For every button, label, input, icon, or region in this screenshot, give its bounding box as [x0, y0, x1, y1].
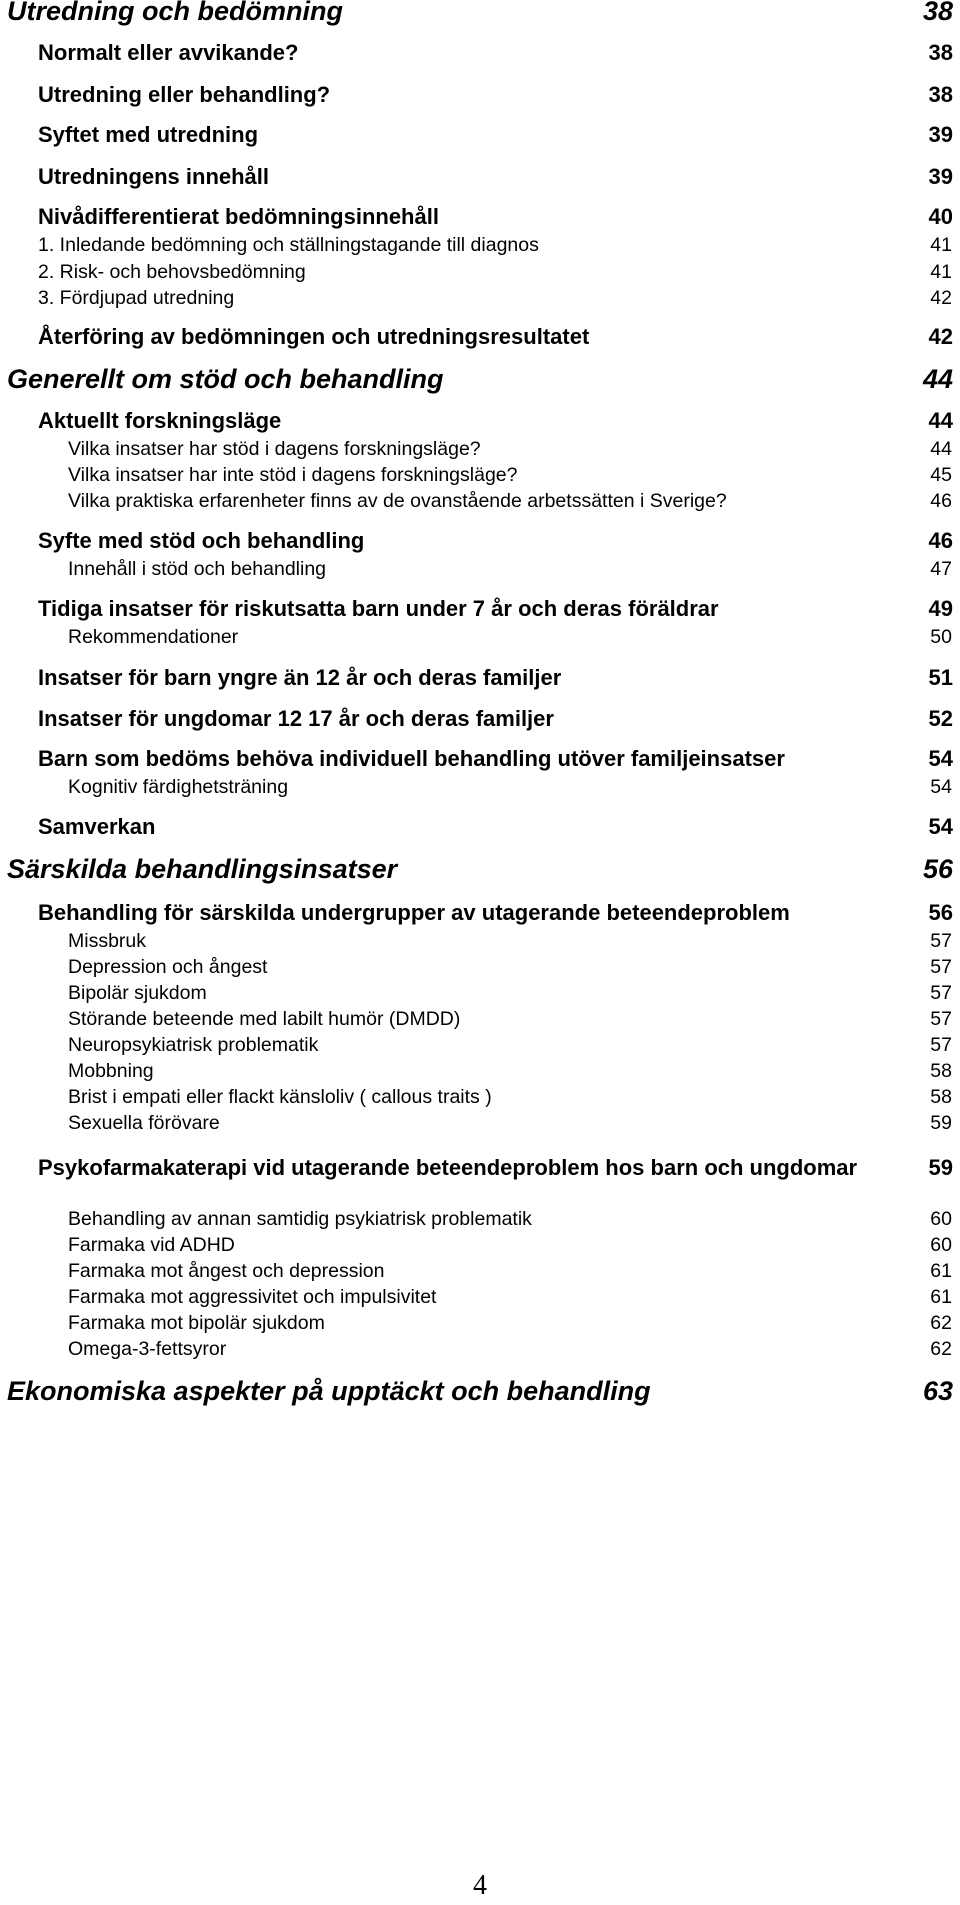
toc-entry-level2 [38, 40, 953, 66]
toc-entry-page: 60 [930, 1208, 952, 1230]
toc-entry-page: 56 [922, 854, 953, 884]
toc-entry-page: 42 [928, 324, 953, 349]
toc-entry-page: 62 [930, 1312, 952, 1334]
toc-entry-level3 [68, 1060, 952, 1083]
toc-entry-page: 57 [930, 956, 952, 978]
toc-entry-title: Aktuellt forskningsläge [38, 408, 282, 433]
toc-entry-page: 52 [928, 706, 953, 731]
toc-entry-level1 [7, 0, 953, 27]
toc-entry-level1 [7, 854, 953, 885]
toc-entry-page: 38 [922, 0, 953, 26]
toc-entry-title: Missbruk [68, 930, 147, 952]
toc-entry-page: 57 [930, 1008, 952, 1030]
toc-entry-title: Utredning och bedömning [7, 0, 343, 26]
toc-entry-level3 [68, 626, 952, 649]
toc-entry-title: Insatser för ungdomar 12 17 år och deras familjer [38, 706, 554, 731]
toc-entry-level2 [38, 900, 953, 926]
toc-entry-page: 54 [928, 814, 953, 839]
toc-entry-page: 54 [930, 776, 952, 798]
toc-entry-level2 [38, 408, 953, 434]
toc-entry-level3 [68, 956, 952, 979]
toc-entry-title: Mobbning [68, 1060, 154, 1082]
toc-entry-title: Farmaka mot bipolär sjukdom [68, 1312, 325, 1334]
toc-entry-level3 [68, 1112, 952, 1135]
toc-entry-title: Utredning eller behandling? [38, 82, 331, 107]
toc-entry-page: 50 [930, 626, 952, 648]
toc-entry-level3 [68, 1086, 952, 1109]
toc-entry-level2 [38, 596, 953, 622]
toc-entry-title: Innehåll i stöd och behandling [68, 558, 327, 580]
toc-entry-title: Vilka praktiska erfarenheter finns av de ovanstående arbetssätten i Sverige? [68, 490, 727, 512]
toc-entry-level1 [7, 1376, 953, 1407]
toc-entry-level3 [68, 464, 952, 487]
toc-entry-page: 59 [928, 1155, 953, 1180]
toc-entry-page: 60 [930, 1234, 952, 1256]
toc-entry-page: 57 [930, 982, 952, 1004]
toc-entry-page: 38 [928, 82, 953, 107]
toc-entry-page: 59 [930, 1112, 952, 1134]
toc-entry-title: Omega-3-fettsyror [68, 1338, 227, 1360]
toc-entry-level3 [68, 930, 952, 953]
toc-entry-level3 [68, 776, 952, 799]
toc-entry-level3 [68, 1008, 952, 1031]
toc-entry-page: 46 [928, 528, 953, 553]
toc-entry-page: 62 [930, 1338, 952, 1360]
toc-entry-title: Ekonomiska aspekter på upptäckt och behandling [7, 1376, 651, 1406]
toc-entry-level2 [38, 528, 953, 554]
toc-entry-title: Normalt eller avvikande? [38, 40, 299, 65]
toc-entry-page: 63 [922, 1376, 953, 1406]
toc-entry-title: Behandling av annan samtidig psykiatrisk problematik [68, 1208, 532, 1230]
toc-entry-level3 [68, 1286, 952, 1309]
toc-entry-level2 [38, 122, 953, 148]
toc-entry-title: Återföring av bedömningen och utredningsresultatet [38, 324, 590, 349]
toc-entry-page: 54 [928, 746, 953, 771]
toc-entry-title: Vilka insatser har inte stöd i dagens forskningsläge? [68, 464, 518, 486]
toc-entry-level3 [68, 558, 952, 581]
toc-entry-title: Barn som bedöms behöva individuell behandling utöver familjeinsatser [38, 746, 785, 771]
toc-entry-page: 61 [930, 1260, 952, 1282]
toc-entry-title: Bipolär sjukdom [68, 982, 207, 1004]
toc-entry-page: 56 [928, 900, 953, 925]
toc-entry-level2 [38, 164, 953, 190]
toc-entry-level3 [68, 1338, 952, 1361]
toc-entry-level2 [38, 746, 953, 772]
toc-entry-level2 [38, 706, 953, 732]
toc-entry-title: Insatser för barn yngre än 12 år och deras familjer [38, 665, 562, 690]
toc-entry-title: Syfte med stöd och behandling [38, 528, 365, 553]
toc-entry-level3 [68, 438, 952, 461]
toc-entry-page: 45 [930, 464, 952, 486]
toc-entry-level2 [38, 665, 953, 691]
toc-entry-level3 [68, 1234, 952, 1257]
toc-entry-level3 [68, 1208, 952, 1231]
toc-entry-page: 58 [930, 1060, 952, 1082]
toc-entry-level2 [38, 1150, 953, 1186]
toc-entry-page: 49 [928, 596, 953, 621]
toc-entry-level3 [68, 1312, 952, 1335]
toc-entry-level3 [68, 490, 952, 513]
toc-entry-title: Farmaka vid ADHD [68, 1234, 235, 1256]
toc-entry-title: Störande beteende med labilt humör (DMDD) [68, 1008, 461, 1030]
toc-entry-title: Depression och ångest [68, 956, 268, 978]
toc-entry-title: Samverkan [38, 814, 156, 839]
toc-entry-title: 3. Fördjupad utredning [38, 287, 235, 309]
toc-entry-title: Sexuella förövare [68, 1112, 220, 1134]
toc-entry-level3 [68, 982, 952, 1005]
toc-entry-title: Generellt om stöd och behandling [7, 364, 444, 394]
toc-entry-title: Nivådifferentierat bedömningsinnehåll [38, 204, 439, 229]
toc-entry-title: Kognitiv färdighetsträning [68, 776, 289, 798]
toc-entry-page: 44 [930, 438, 952, 460]
toc-entry-page: 40 [928, 204, 953, 229]
toc-entry-level3 [38, 287, 952, 310]
toc-entry-level2 [38, 82, 953, 108]
toc-entry-page: 57 [930, 1034, 952, 1056]
toc-entry-level3 [38, 234, 952, 257]
toc-entry-title: 1. Inledande bedömning och ställningstagande till diagnos [38, 234, 539, 256]
toc-entry-page: 51 [928, 665, 953, 690]
toc-entry-title: Farmaka mot aggressivitet och impulsivitet [68, 1286, 437, 1308]
toc-entry-title: Farmaka mot ångest och depression [68, 1260, 385, 1282]
toc-entry-page: 39 [928, 122, 953, 147]
toc-entry-title: Syftet med utredning [38, 122, 259, 147]
toc-entry-title: 2. Risk- och behovsbedömning [38, 261, 306, 283]
toc-entry-page: 38 [928, 40, 953, 65]
toc-entry-level3 [68, 1034, 952, 1057]
toc-entry-page: 44 [922, 364, 953, 394]
toc-entry-page: 39 [928, 164, 953, 189]
toc-entry-title: Neuropsykiatrisk problematik [68, 1034, 319, 1056]
toc-entry-page: 41 [930, 261, 952, 283]
toc-entry-level2 [38, 204, 953, 230]
toc-entry-title: Vilka insatser har stöd i dagens forskningsläge? [68, 438, 481, 460]
toc-entry-title: Rekommendationer [68, 626, 239, 648]
toc-entry-page: 57 [930, 930, 952, 952]
page-number: 4 [473, 1870, 487, 1901]
toc-entry-page: 46 [930, 490, 952, 512]
toc-entry-level1 [7, 364, 953, 395]
toc-entry-level2 [38, 814, 953, 840]
toc-entry-page: 44 [928, 408, 953, 433]
toc-entry-page: 42 [930, 287, 952, 309]
toc-entry-level3 [68, 1260, 952, 1283]
toc-entry-title: Brist i empati eller flackt känsloliv ( callous traits ) [68, 1086, 492, 1108]
toc-entry-level2 [38, 324, 953, 350]
toc-entry-title: Psykofarmakaterapi vid utagerande beteendeproblem hos barn och ungdomar [38, 1155, 858, 1180]
toc-entry-level3 [38, 261, 952, 284]
toc-entry-page: 41 [930, 234, 952, 256]
toc-entry-title: Särskilda behandlingsinsatser [7, 854, 398, 884]
toc-entry-page: 61 [930, 1286, 952, 1308]
toc-entry-title: Utredningens innehåll [38, 164, 270, 189]
toc-entry-page: 47 [930, 558, 952, 580]
toc-entry-page: 58 [930, 1086, 952, 1108]
toc-entry-title: Behandling för särskilda undergrupper av utagerande beteendeproblem [38, 900, 790, 925]
toc-entry-title: Tidiga insatser för riskutsatta barn under 7 år och deras föräldrar [38, 596, 719, 621]
